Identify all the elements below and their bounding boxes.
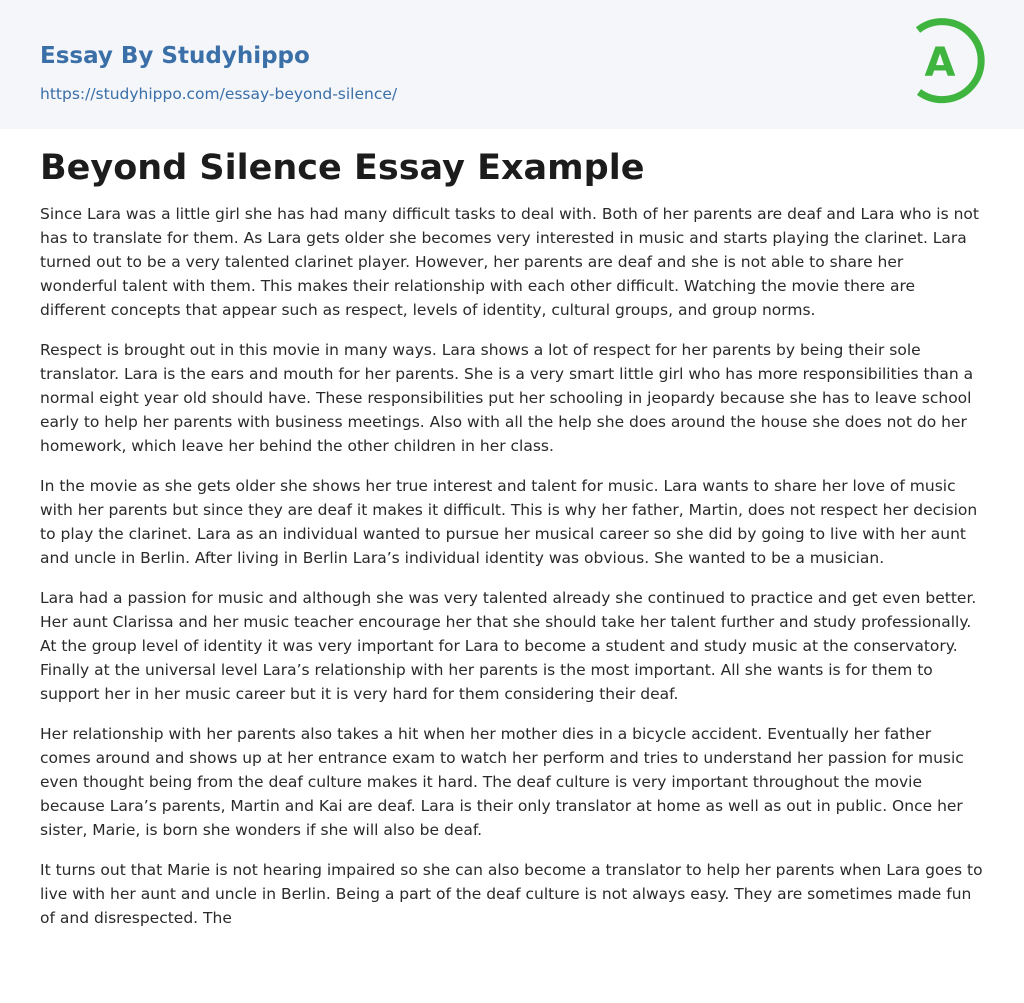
essay-content	[40, 140, 985, 946]
essay-paragraph: Respect is brought out in this movie in many ways. Lara shows a lot of respect for her parents by being their sole translator. Lara is the ears and mouth for her parents. She is a very smart little girl who has more responsibilities than a normal eight year old should have. These responsibilities put her schooling in jeopardy because she has to leave school early to help her parents with business meetings. Also with all the help she does around the house she does not do her homework, which leave her behind the other children in her class.	[40, 341, 974, 455]
essay-paragraph: It turns out that Marie is not hearing impaired so she can also become a translator to help her parents when Lara goes to live with her aunt and uncle in Berlin. Being a part of the deaf culture is not always easy. They are sometimes made fun of and disrespected. The	[40, 861, 983, 927]
site-title[interactable]: Essay By Studyhippo	[40, 43, 310, 69]
studyhippo-logo-icon[interactable]	[900, 16, 990, 106]
essay-url-link[interactable]: https://studyhippo.com/essay-beyond-silence/	[40, 85, 398, 103]
essay-paragraph: In the movie as she gets older she shows her true interest and talent for music. Lara wants to share her love of music with her parents but since they are deaf it makes it difficult. This is why her father, Martin, does not respect her decision to play the clarinet. Lara as an individual wanted to pursue her musical career so she did by going to live with her aunt and uncle in Berlin. After living in Berlin Lara’s individual identity was obvious. She wanted to be a musician.	[40, 477, 978, 567]
logo-letter: A	[924, 40, 956, 86]
essay-paragraph: Lara had a passion for music and although she was very talented already she continued to practice and get even better. Her aunt Clarissa and her music teacher encourage her that she should take her talent further and study professionally. At the group level of identity it was very important for Lara to become a student and study music at the conservatory. Finally at the universal level Lara’s relationship with her parents is the most important. All she wants is for them to support her in her music career but it is very hard for them considering their deaf.	[40, 589, 977, 703]
site-header	[0, 0, 1024, 129]
essay-title: Beyond Silence Essay Example	[40, 148, 645, 188]
essay-paragraph: Her relationship with her parents also takes a hit when her mother dies in a bicycle accident. Eventually her father comes around and shows up at her entrance exam to watch her perform and tries to understand her passion for music even thought being from the deaf culture makes it hard. The deaf culture is very important throughout the movie because Lara’s parents, Martin and Kai are deaf. Lara is their only translator at home as well as out in public. Once her sister, Marie, is born she wonders if she will also be deaf.	[40, 725, 964, 839]
essay-paragraph: Since Lara was a little girl she has had many difficult tasks to deal with. Both of her parents are deaf and Lara who is not has to translate for them. As Lara gets older she becomes very interested in music and starts playing the clarinet. Lara turned out to be a very talented clarinet player. However, her parents are deaf and she is not able to share her wonderful talent with them. This makes their relationship with each other difficult. Watching the movie there are different concepts that appear such as respect, levels of identity, cultural groups, and group norms.	[40, 205, 979, 319]
